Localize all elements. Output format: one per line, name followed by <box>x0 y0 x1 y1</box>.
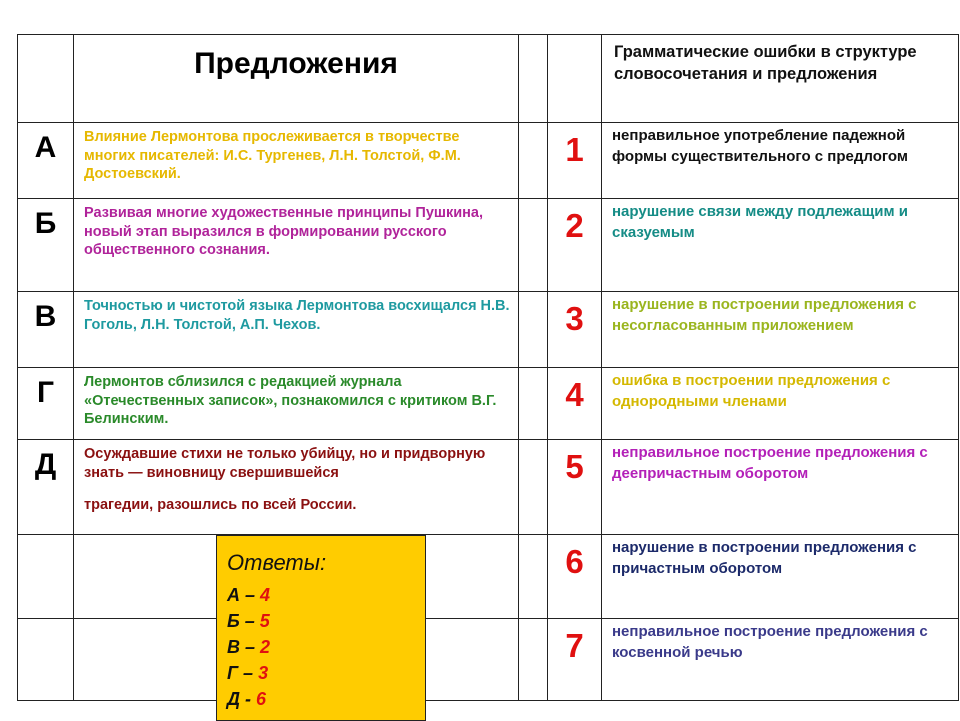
error-number: 4 <box>548 368 602 440</box>
sentence-letter: Б <box>18 199 74 292</box>
table-row <box>18 619 959 701</box>
error-text: неправильное употребление падежной формы существительного с предлогом <box>602 123 959 199</box>
error-number: 6 <box>548 535 602 619</box>
answer-value: 4 <box>260 585 271 605</box>
sentence-text: Точностью и чистотой языка Лермонтова восхищался Н.В. Гоголь, Л.Н. Толстой, А.П. Чехов. <box>74 292 519 368</box>
empty-cell <box>18 535 74 619</box>
table-row <box>18 368 959 440</box>
answer-item <box>227 660 415 686</box>
answer-key: Б – <box>227 611 255 631</box>
error-number: 1 <box>548 123 602 199</box>
spacer-cell <box>519 123 548 199</box>
header-corner-cell <box>18 35 74 123</box>
table-row <box>18 440 959 535</box>
answers-title: Ответы: <box>227 550 327 575</box>
spacer-cell <box>519 35 548 123</box>
table-row <box>18 123 959 199</box>
answers-box <box>216 535 426 721</box>
sentence-letter: Д <box>18 440 74 535</box>
answer-key: Г – <box>227 663 254 683</box>
sentence-text-line: Осуждавшие стихи не только убийцу, но и придворную знать — виновницу свершившейся <box>84 446 486 481</box>
sentence-text: Лермонтов сблизился с редакцией журнала «Отечественных записок», познакомился с критиком В.Г. Белинским. <box>74 368 519 440</box>
table-row <box>18 199 959 292</box>
sentence-letter: Г <box>18 368 74 440</box>
spacer-cell <box>519 199 548 292</box>
sentence-text: Развивая многие художественные принципы Пушкина, новый этап выразился в формировании русского общественного сознания. <box>74 199 519 292</box>
answer-value: 3 <box>258 663 269 683</box>
grammar-table <box>17 34 959 701</box>
answer-key: А – <box>227 585 256 605</box>
error-text: нарушение в построении предложения с несогласованным приложением <box>602 292 959 368</box>
error-number: 5 <box>548 440 602 535</box>
answer-key: Д - <box>227 689 251 709</box>
error-text: ошибка в построении предложения с однородными членами <box>602 368 959 440</box>
error-text: нарушение связи между подлежащим и сказуемым <box>602 199 959 292</box>
answer-value: 2 <box>260 637 271 657</box>
sentence-text-line: трагедии, разошлись по всей России. <box>84 497 357 513</box>
sentences-title: Предложения <box>74 35 519 123</box>
error-number: 7 <box>548 619 602 701</box>
spacer-cell <box>519 292 548 368</box>
header-num-cell <box>548 35 602 123</box>
sentence-text <box>74 440 519 535</box>
error-text: нарушение в построении предложения с причастным оборотом <box>602 535 959 619</box>
answer-item <box>227 634 415 660</box>
answer-key: В – <box>227 637 256 657</box>
sentence-letter: В <box>18 292 74 368</box>
sentence-letter: А <box>18 123 74 199</box>
error-number: 3 <box>548 292 602 368</box>
answer-value: 6 <box>256 689 267 709</box>
errors-title: Грамматические ошибки в структуре словосочетания и предложения <box>602 35 959 123</box>
header-row <box>18 35 959 123</box>
sentence-text: Влияние Лермонтова прослеживается в творчестве многих писателей: И.С. Тургенев, Л.Н. Толстой, Ф.М. Достоевский. <box>74 123 519 199</box>
answer-item <box>227 608 415 634</box>
answer-item <box>227 582 415 608</box>
error-number: 2 <box>548 199 602 292</box>
error-text: неправильное построение предложения с косвенной речью <box>602 619 959 701</box>
spacer-cell <box>519 619 548 701</box>
error-text: неправильное построение предложения с деепричастным оборотом <box>602 440 959 535</box>
answer-item <box>227 686 415 712</box>
table-row <box>18 292 959 368</box>
empty-cell <box>18 619 74 701</box>
table-row <box>18 535 959 619</box>
answer-value: 5 <box>259 611 270 631</box>
spacer-cell <box>519 440 548 535</box>
spacer-cell <box>519 535 548 619</box>
spacer-cell <box>519 368 548 440</box>
